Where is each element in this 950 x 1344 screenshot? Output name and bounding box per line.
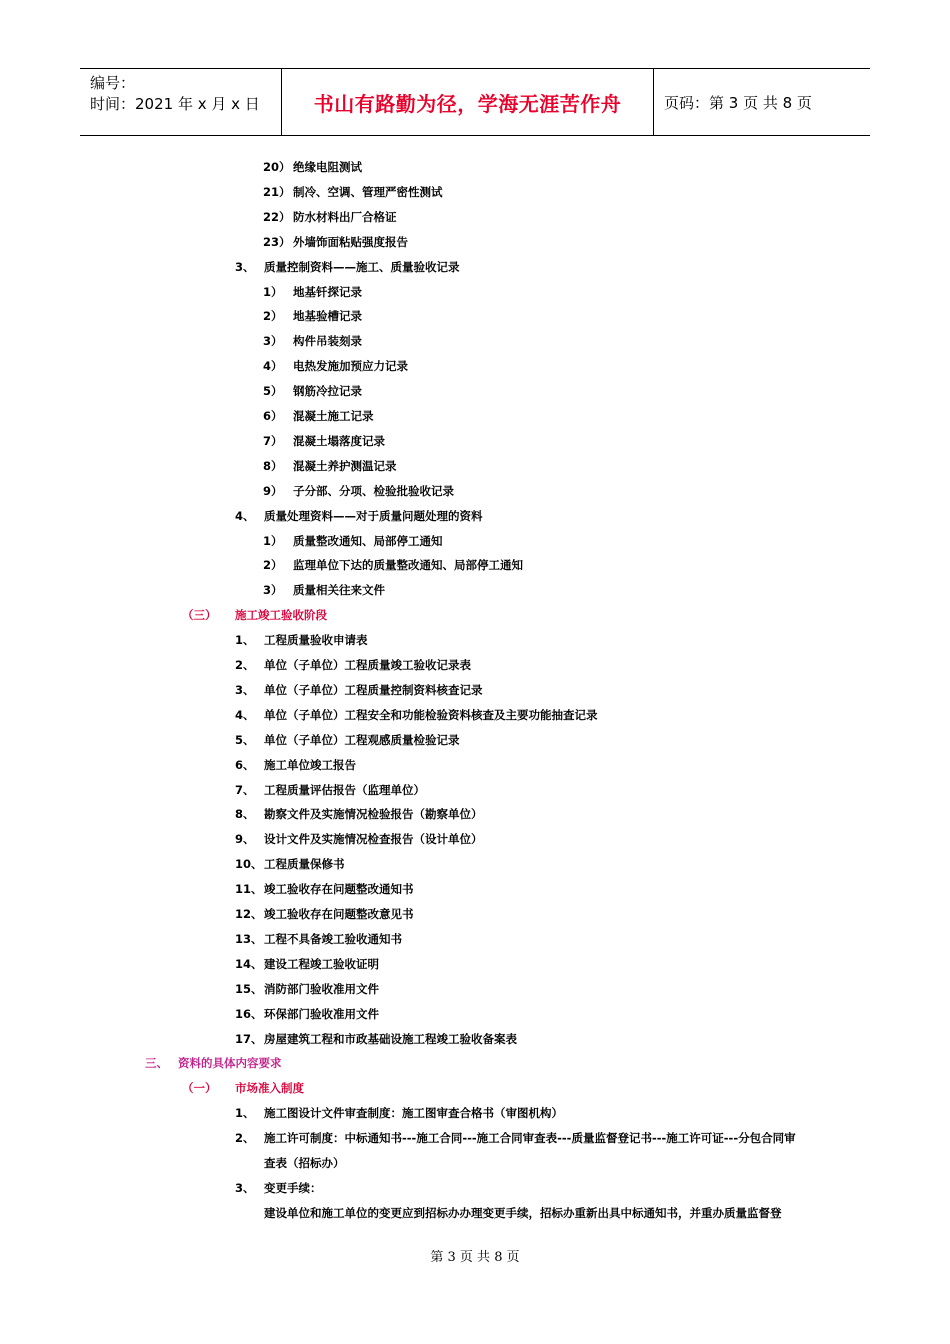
outline-item-text: 子分部、分项、检验批验收记录 xyxy=(293,483,454,498)
outline-item-text: 单位（子单位）工程质量竣工验收记录表 xyxy=(264,658,471,672)
outline-item-text: 查表（招标办） xyxy=(264,1156,345,1170)
outline-item-text: 施工图设计文件审查制度：施工图审查合格书（审图机构） xyxy=(264,1106,563,1121)
outline-item-text: 制冷、空调、管理严密性测试 xyxy=(293,184,443,199)
outline-item-text: 单位（子单位）工程观感质量检验记录 xyxy=(264,732,460,747)
outline-item-number: 1、 xyxy=(235,1106,255,1121)
outline-item-number: 2、 xyxy=(235,658,255,672)
outline-item-number: 2） xyxy=(263,309,283,324)
outline-item-text: 质量整改通知、局部停工通知 xyxy=(293,533,443,548)
outline-item-number: 三、 xyxy=(145,1056,168,1071)
outline-item-text: 工程质量验收申请表 xyxy=(264,633,368,648)
outline-item-text: 环保部门验收准用文件 xyxy=(264,1006,379,1021)
outline-item-text: 单位（子单位）工程质量控制资料核查记录 xyxy=(264,682,483,697)
outline-item-number: 8、 xyxy=(235,807,255,822)
outline-item-text: 地基钎探记录 xyxy=(293,284,362,299)
outline-item-number: 10、 xyxy=(235,857,263,872)
outline-item-text: 质量处理资料——对于质量问题处理的资料 xyxy=(264,508,483,523)
outline-item-number: 16、 xyxy=(235,1006,263,1021)
outline-item-text: 工程质量保修书 xyxy=(264,857,345,872)
outline-item-number: 8） xyxy=(263,458,283,473)
outline-item-text: 监理单位下达的质量整改通知、局部停工通知 xyxy=(293,558,523,573)
outline-item-number: 5、 xyxy=(235,732,255,747)
outline-item-number: 14、 xyxy=(235,956,263,971)
outline-item-text: 资料的具体内容要求 xyxy=(178,1056,282,1071)
page-header xyxy=(80,68,870,136)
outline-item-text: 施工许可制度：中标通知书---施工合同---施工合同审查表---质量监督登记书---施工许可证---分包合同审 xyxy=(264,1131,796,1146)
outline-item-text: 混凝土塌落度记录 xyxy=(293,433,385,448)
outline-item-number: 3、 xyxy=(235,259,255,274)
outline-item-number: 4、 xyxy=(235,508,255,523)
outline-item-number: 21） xyxy=(263,184,291,199)
outline-item-number: 7） xyxy=(263,433,283,448)
outline-item-number: 6、 xyxy=(235,757,255,772)
outline-item-text: 设计文件及实施情况检查报告（设计单位） xyxy=(264,832,483,847)
outline-item-text: 单位（子单位）工程安全和功能检验资料核查及主要功能抽查记录 xyxy=(264,707,598,722)
outline-item-text: 混凝土养护测温记录 xyxy=(293,458,397,473)
outline-item-number: 2、 xyxy=(235,1131,255,1146)
outline-item-text: 建设单位和施工单位的变更应到招标办办理变更手续，招标办重新出具中标通知书，并重办质量监督登 xyxy=(264,1205,782,1220)
outline-item-number: 12、 xyxy=(235,907,263,921)
outline-item-text: 绝缘电阻测试 xyxy=(293,160,362,174)
outline-item-number: 3、 xyxy=(235,1180,255,1195)
outline-item-number: 5） xyxy=(263,384,283,399)
header-motto: 书山有路勤为径，学海无涯苦作舟 xyxy=(282,69,654,135)
outline-item-text: 质量相关往来文件 xyxy=(293,583,385,598)
outline-item-number: 13、 xyxy=(235,931,263,946)
outline-item-text: 施工竣工验收阶段 xyxy=(235,608,327,623)
outline-item-number: 3） xyxy=(263,334,283,349)
document-code: 编号： xyxy=(90,74,136,92)
outline-item-text: 防水材料出厂合格证 xyxy=(293,209,397,224)
outline-item-number: 1、 xyxy=(235,633,255,648)
outline-item-text: 建设工程竣工验收证明 xyxy=(264,956,379,971)
outline-item-number: 3、 xyxy=(235,682,255,697)
outline-item-number: 17、 xyxy=(235,1031,263,1046)
outline-item-text: 混凝土施工记录 xyxy=(293,409,374,423)
outline-item-text: 消防部门验收准用文件 xyxy=(264,981,379,996)
outline-item-number: 9） xyxy=(263,483,283,498)
outline-item-number: （三） xyxy=(182,608,217,623)
outline-item-text: 工程不具备竣工验收通知书 xyxy=(264,931,402,946)
outline-item-text: 变更手续： xyxy=(264,1180,322,1195)
outline-item-number: 11、 xyxy=(235,882,263,897)
outline-item-text: 地基验槽记录 xyxy=(293,309,362,324)
outline-item-number: 1） xyxy=(263,533,283,548)
outline-item-number: （一） xyxy=(182,1081,217,1096)
outline-item-number: 7、 xyxy=(235,782,255,797)
outline-item-text: 电热发施加预应力记录 xyxy=(293,359,408,374)
outline-item-number: 15、 xyxy=(235,981,263,996)
outline-item-number: 4、 xyxy=(235,707,255,722)
outline-item-number: 22） xyxy=(263,209,291,224)
outline-item-text: 施工单位竣工报告 xyxy=(264,757,356,772)
outline-item-text: 房屋建筑工程和市政基础设施工程竣工验收备案表 xyxy=(264,1031,517,1046)
page-footer: 第 3 页 共 8 页 xyxy=(430,1250,520,1265)
outline-item-number: 2） xyxy=(263,558,283,573)
outline-item-number: 23） xyxy=(263,234,291,249)
outline-item-text: 市场准入制度 xyxy=(235,1081,304,1096)
header-meta xyxy=(80,69,282,135)
outline-item-number: 1） xyxy=(263,284,283,299)
outline-item-text: 构件吊装刻录 xyxy=(293,334,362,349)
outline-item-text: 工程质量评估报告（监理单位） xyxy=(264,782,425,797)
outline-item-number: 6） xyxy=(263,409,283,423)
header-page-number: 页码：第 3 页 共 8 页 xyxy=(664,93,812,112)
outline-item-text: 竣工验收存在问题整改意见书 xyxy=(264,907,414,921)
outline-item-text: 质量控制资料——施工、质量验收记录 xyxy=(264,259,460,274)
outline-item-text: 勘察文件及实施情况检验报告（勘察单位） xyxy=(264,807,483,822)
outline-item-text: 外墙饰面粘贴强度报告 xyxy=(293,234,408,249)
outline-item-number: 20） xyxy=(263,160,291,174)
document-date: 时间：2021 年 x 月 x 日 xyxy=(90,95,260,113)
outline-item-number: 3） xyxy=(263,583,283,598)
outline-item-text: 竣工验收存在问题整改通知书 xyxy=(264,882,414,897)
outline-item-number: 4） xyxy=(263,359,283,374)
outline-item-number: 9、 xyxy=(235,832,255,847)
outline-item-text: 钢筋冷拉记录 xyxy=(293,384,362,399)
